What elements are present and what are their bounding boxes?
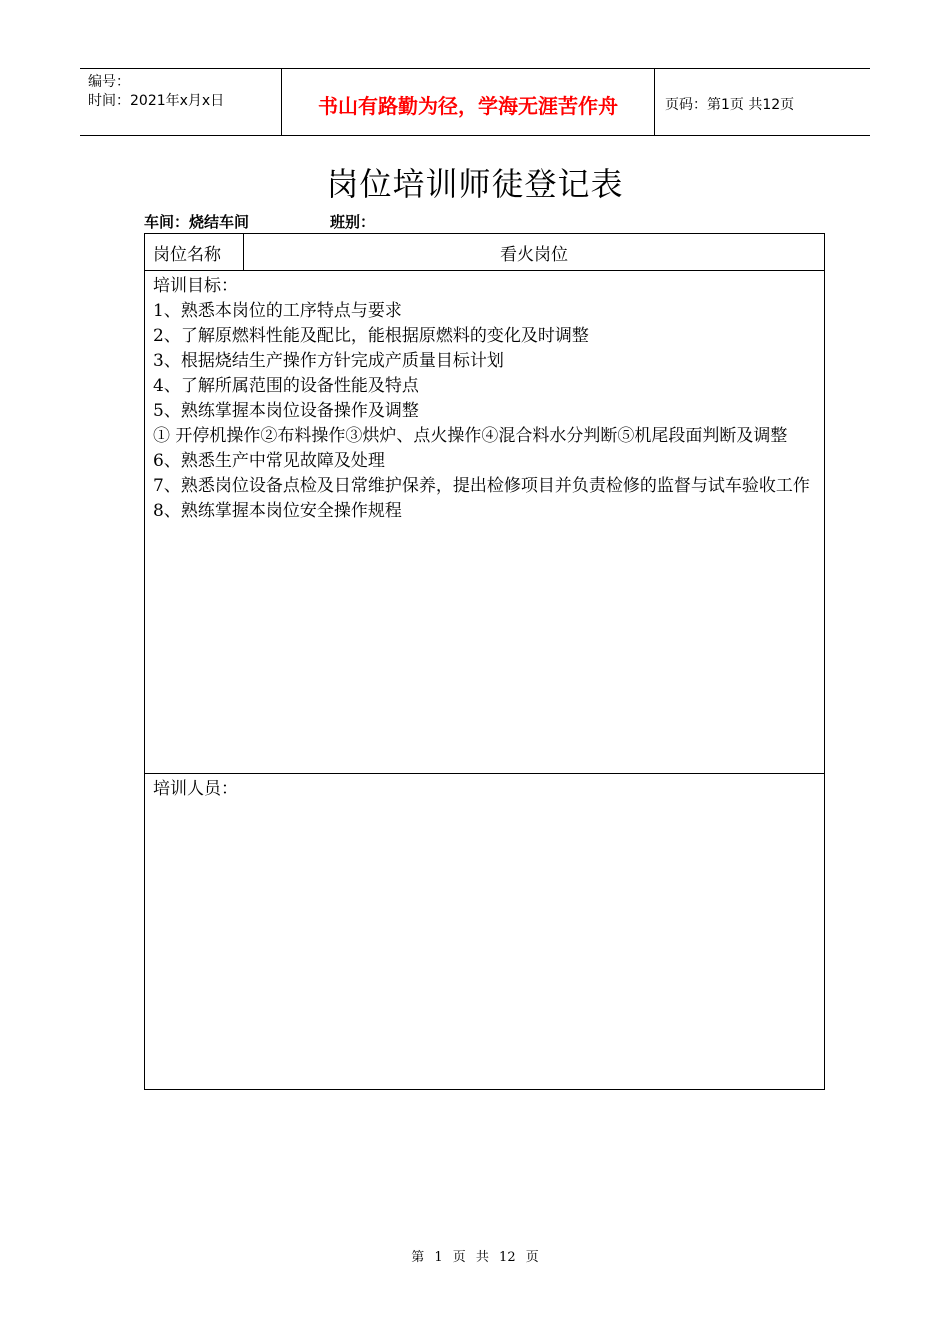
- training-people-cell: [145, 774, 824, 802]
- goal-item: 1、熟悉本岗位的工序特点与要求: [153, 301, 402, 321]
- workshop-label: 车间：烧结车间: [144, 213, 250, 231]
- goal-item: 3、根据烧结生产操作方针完成产质量目标计划: [153, 351, 504, 371]
- registration-table: [144, 233, 825, 1090]
- post-name-value: 看火岗位: [500, 244, 568, 265]
- goal-item: 5、熟练掌握本岗位设备操作及调整: [153, 401, 419, 421]
- goal-item: 7、熟悉岗位设备点检及日常维护保养，提出检修项目并负责检修的监督与试车验收工作: [153, 476, 810, 496]
- post-name-label: 岗位名称: [145, 234, 244, 270]
- header-meta-cell: [80, 69, 282, 135]
- goal-item: 2、了解原燃料性能及配比，能根据原燃料的变化及时调整: [153, 326, 589, 346]
- meta-line: [144, 212, 376, 232]
- class-label: 班别：: [330, 213, 376, 231]
- page-footer: 第 1 页 共 12 页: [411, 1250, 539, 1265]
- header-slogan-cell: [282, 69, 655, 135]
- goal-item: 4、了解所属范围的设备性能及特点: [153, 376, 419, 396]
- training-people-label: 培训人员：: [153, 779, 238, 799]
- document-date: 时间：2021年x月x日: [88, 93, 225, 109]
- goal-item: 6、熟悉生产中常见故障及处理: [153, 451, 385, 471]
- header-page-info: 页码：第1页 共12页: [665, 97, 795, 113]
- training-goals-cell: [145, 271, 824, 774]
- document-number-label: 编号：: [88, 74, 130, 90]
- training-goals-label: 培训目标：: [153, 276, 238, 296]
- page-title: 岗位培训师徒登记表: [326, 165, 624, 203]
- post-name-row: [145, 234, 824, 271]
- header-slogan: 书山有路勤为径，学海无涯苦作舟: [318, 93, 618, 118]
- header-table: [80, 68, 870, 136]
- header-page-cell: [655, 69, 870, 135]
- goal-item: ① 开停机操作②布料操作③烘炉、点火操作④混合料水分判断⑤机尾段面判断及调整: [153, 426, 788, 446]
- goal-item: 8、熟练掌握本岗位安全操作规程: [153, 501, 402, 521]
